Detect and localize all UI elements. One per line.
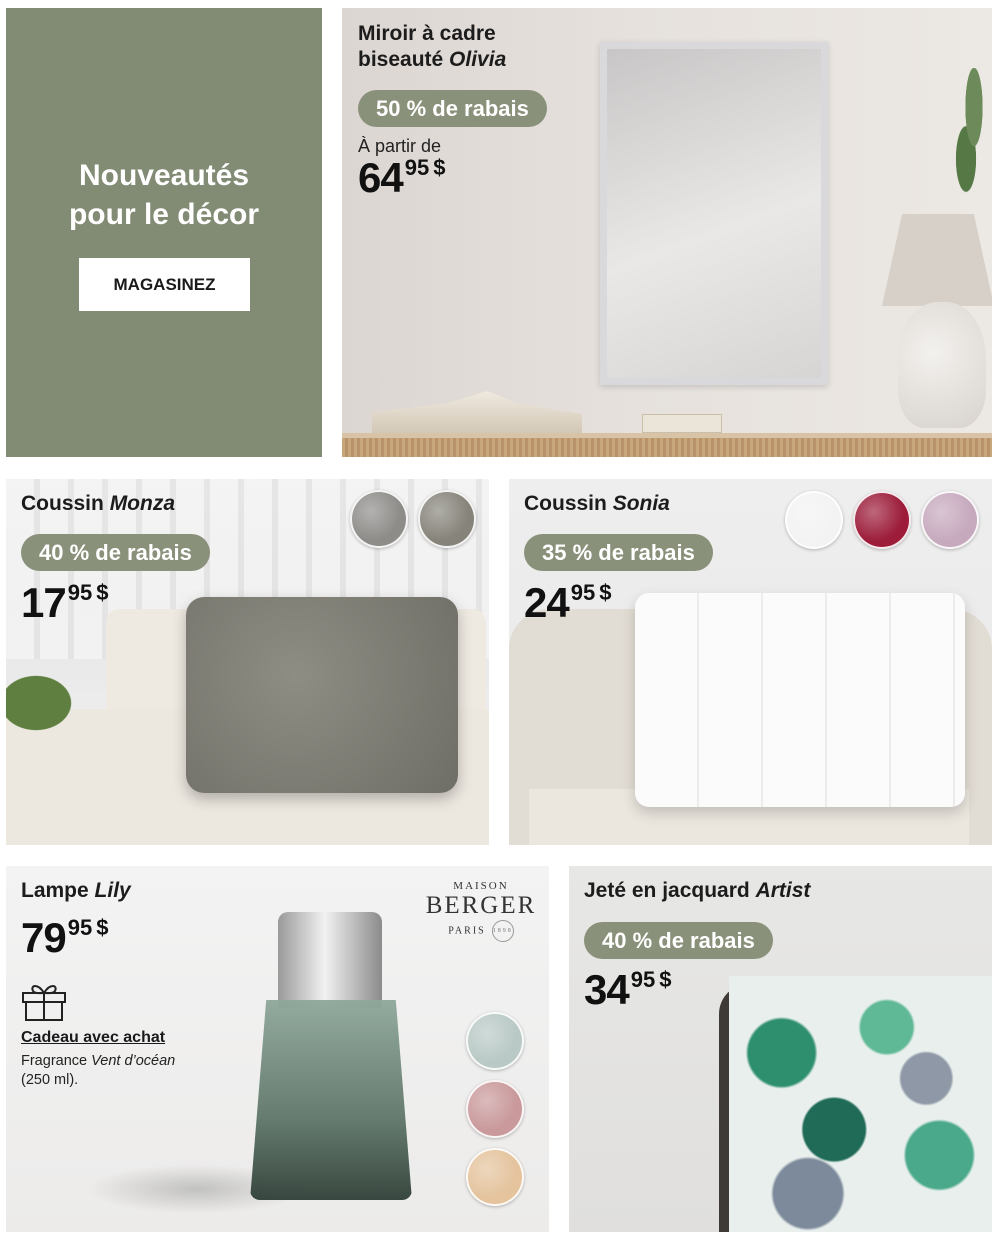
price	[358, 154, 445, 202]
discount-badge: 50 % de rabais	[358, 90, 547, 127]
product-title-line1: Miroir à cadre	[358, 22, 496, 45]
price-cents: 95	[630, 967, 656, 992]
brand-logo-line1: MAISON	[453, 880, 509, 892]
product-title[interactable]	[21, 878, 131, 904]
color-swatch-2[interactable]	[853, 491, 911, 549]
mirror-image	[600, 42, 828, 385]
gift-icon	[21, 980, 67, 1022]
product-tile-lily[interactable]	[6, 866, 549, 1232]
color-swatch-3[interactable]	[466, 1148, 524, 1206]
discount-badge: 40 % de rabais	[584, 922, 773, 959]
gift-with-purchase-link[interactable]: Cadeau avec achat	[21, 1029, 166, 1046]
product-title-prefix: Lampe	[21, 879, 89, 902]
gift-description-prefix: Fragrance	[21, 1053, 88, 1069]
product-title[interactable]	[21, 491, 175, 517]
brand-seal: 1898	[492, 920, 514, 942]
product-tile-mirror[interactable]	[342, 8, 992, 457]
product-tile-sonia[interactable]	[509, 479, 992, 845]
gift-fragrance-name: Vent d’océan	[91, 1053, 176, 1069]
lamp-cap-image	[278, 912, 382, 1008]
books-image	[372, 391, 582, 433]
product-name: Artist	[755, 879, 811, 902]
brand-logo-line2: BERGER	[425, 892, 537, 919]
discount-badge: 35 % de rabais	[524, 534, 713, 571]
brand-logo-line3: PARIS	[448, 925, 486, 937]
cushion-image	[635, 593, 965, 807]
plant-image	[954, 68, 992, 198]
price-cents: 95	[67, 915, 93, 940]
gift-description	[21, 1052, 221, 1090]
price-currency: $	[599, 580, 612, 605]
product-name: Lily	[94, 879, 131, 902]
product-title[interactable]	[524, 491, 670, 517]
price-dollars: 64	[358, 154, 403, 201]
cushion-image	[186, 597, 458, 793]
from-label: À partir de	[358, 136, 442, 156]
sideboard-image	[342, 433, 992, 457]
price	[524, 579, 611, 627]
promo-tile	[6, 8, 322, 457]
product-title-line2: biseauté	[358, 48, 444, 71]
color-swatch-1[interactable]	[466, 1012, 524, 1070]
lamp-shade-image	[882, 214, 992, 306]
price-dollars: 34	[584, 966, 629, 1013]
promo-headline-line1: Nouveautés	[78, 159, 250, 192]
discount-badge: 40 % de rabais	[21, 534, 210, 571]
product-tile-artist[interactable]	[569, 866, 992, 1232]
promo-headline	[6, 156, 322, 234]
price-currency: $	[433, 155, 446, 180]
book-image	[642, 414, 722, 433]
price-dollars: 17	[21, 579, 66, 626]
product-tile-monza[interactable]	[6, 479, 489, 845]
color-swatch-1[interactable]	[350, 490, 408, 548]
lamp-bottle-image	[250, 1000, 412, 1200]
price-currency: $	[659, 967, 672, 992]
price-cents: 95	[67, 580, 93, 605]
lamp-base-image	[898, 302, 986, 428]
gift-description-volume: (250 ml).	[21, 1072, 79, 1088]
product-name: Monza	[109, 492, 176, 515]
brand-logo	[416, 880, 546, 942]
shop-button[interactable]: MAGASINEZ	[79, 258, 250, 311]
price	[21, 914, 108, 962]
price-cents: 95	[570, 580, 596, 605]
color-swatch-2[interactable]	[418, 490, 476, 548]
color-swatch-3[interactable]	[921, 491, 979, 549]
color-swatch-1[interactable]	[785, 491, 843, 549]
product-title[interactable]	[358, 21, 506, 73]
price-dollars: 79	[21, 914, 66, 961]
product-title-prefix: Coussin	[524, 492, 607, 515]
price	[584, 966, 671, 1014]
price-currency: $	[96, 580, 109, 605]
promo-headline-line2: pour le décor	[68, 198, 260, 231]
price-dollars: 24	[524, 579, 569, 626]
product-name: Sonia	[612, 492, 670, 515]
price-currency: $	[96, 915, 109, 940]
product-title-prefix: Coussin	[21, 492, 104, 515]
color-swatch-2[interactable]	[466, 1080, 524, 1138]
throw-image	[729, 976, 992, 1232]
product-name: Olivia	[449, 48, 507, 71]
product-title-prefix: Jeté en jacquard	[584, 879, 750, 902]
price-cents: 95	[404, 155, 430, 180]
price	[21, 579, 108, 627]
product-title[interactable]	[584, 878, 810, 904]
plant-image	[6, 649, 106, 739]
